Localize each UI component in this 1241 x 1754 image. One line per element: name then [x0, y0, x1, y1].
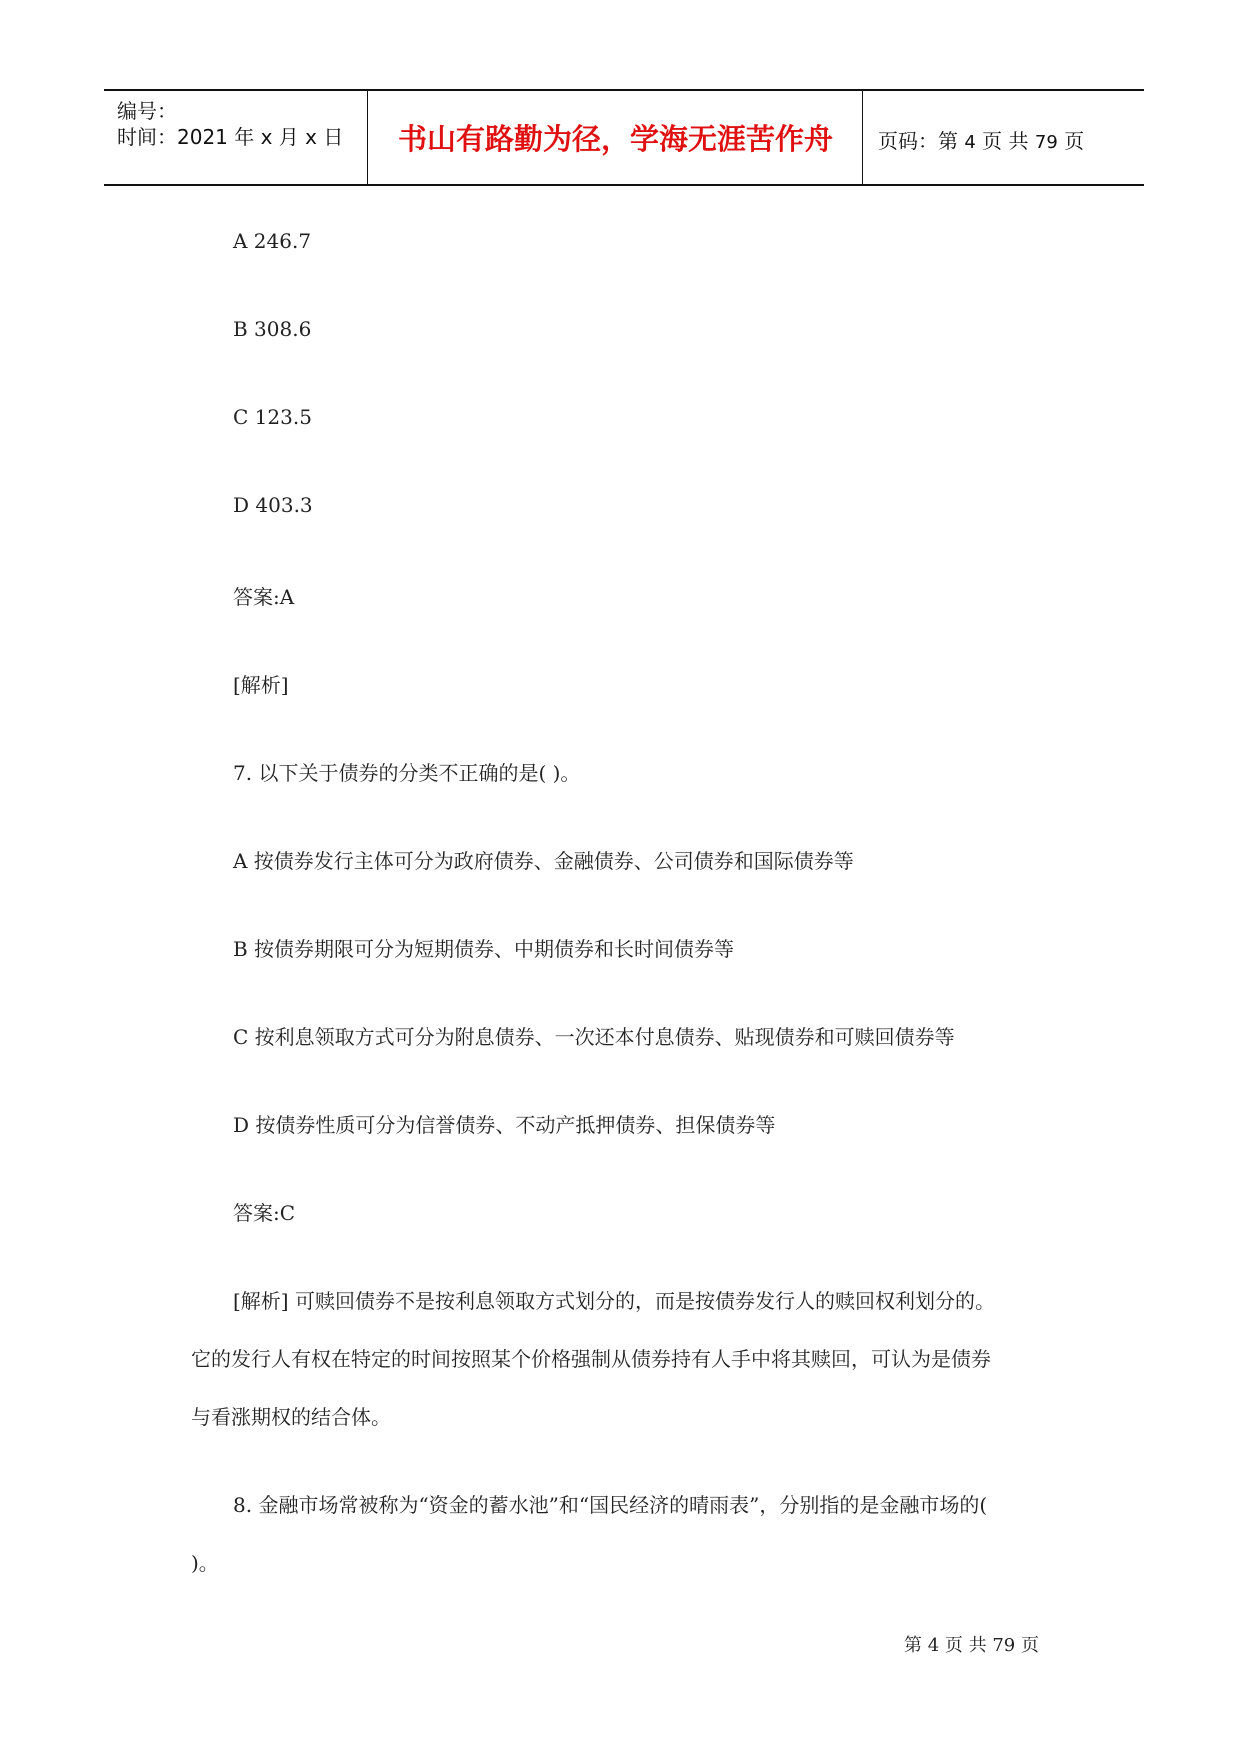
- option-b-q7: B 按债券期限可分为短期债券、中期债券和长时间债券等: [233, 937, 735, 961]
- page-suffix: 页: [1064, 129, 1085, 153]
- page-footer: 第 4 页 共 79 页: [904, 1635, 1039, 1656]
- header-motto-cell: [369, 91, 863, 184]
- option-d-q7: D 按债券性质可分为信誉债券、不动产抵押债券、担保债券等: [233, 1113, 776, 1137]
- analysis-q7-line1: [解析] 可赎回债券不是按利息领取方式划分的，而是按债券发行人的赎回权利划分的。: [233, 1289, 995, 1313]
- header-info-cell: [104, 91, 368, 184]
- question-8-line2: )。: [191, 1551, 219, 1575]
- question-7: 7. 以下关于债券的分类不正确的是( )。: [233, 761, 581, 785]
- analysis-q6: [解析]: [233, 673, 289, 697]
- option-b-q6: B 308.6: [233, 317, 312, 341]
- document-number-label: 编号：: [117, 99, 177, 123]
- page-total: 79: [1034, 132, 1058, 153]
- option-a-q6: A 246.7: [233, 229, 312, 253]
- page-mid: 页 共: [982, 129, 1029, 153]
- analysis-q7-line3: 与看涨期权的结合体。: [191, 1405, 391, 1429]
- option-a-q7: A 按债券发行主体可分为政府债券、金融债券、公司债券和国际债券等: [233, 849, 854, 873]
- analysis-q7-line2: 它的发行人有权在特定的时间按照某个价格强制从债券持有人手中将其赎回，可认为是债券: [191, 1347, 991, 1371]
- page-header: [104, 89, 1144, 186]
- answer-q7: 答案:C: [233, 1201, 296, 1225]
- document-time-label: 时间：2021 年 x 月 x 日: [117, 125, 344, 149]
- option-c-q7: C 按利息领取方式可分为附息债券、一次还本付息债券、贴现债券和可赎回债券等: [233, 1025, 955, 1049]
- header-page-number: [878, 125, 1084, 154]
- page-current: 4: [964, 132, 976, 153]
- header-motto: 书山有路勤为径，学海无涯苦作舟: [397, 122, 833, 156]
- option-c-q6: C 123.5: [233, 405, 312, 429]
- answer-q6: 答案:A: [233, 585, 295, 609]
- header-page-cell: [864, 91, 1144, 184]
- page-prefix: 页码：第: [878, 129, 958, 153]
- question-8-line1: 8. 金融市场常被称为“资金的蓄水池”和“国民经济的晴雨表”，分别指的是金融市场的(: [233, 1493, 988, 1517]
- option-d-q6: D 403.3: [233, 493, 313, 517]
